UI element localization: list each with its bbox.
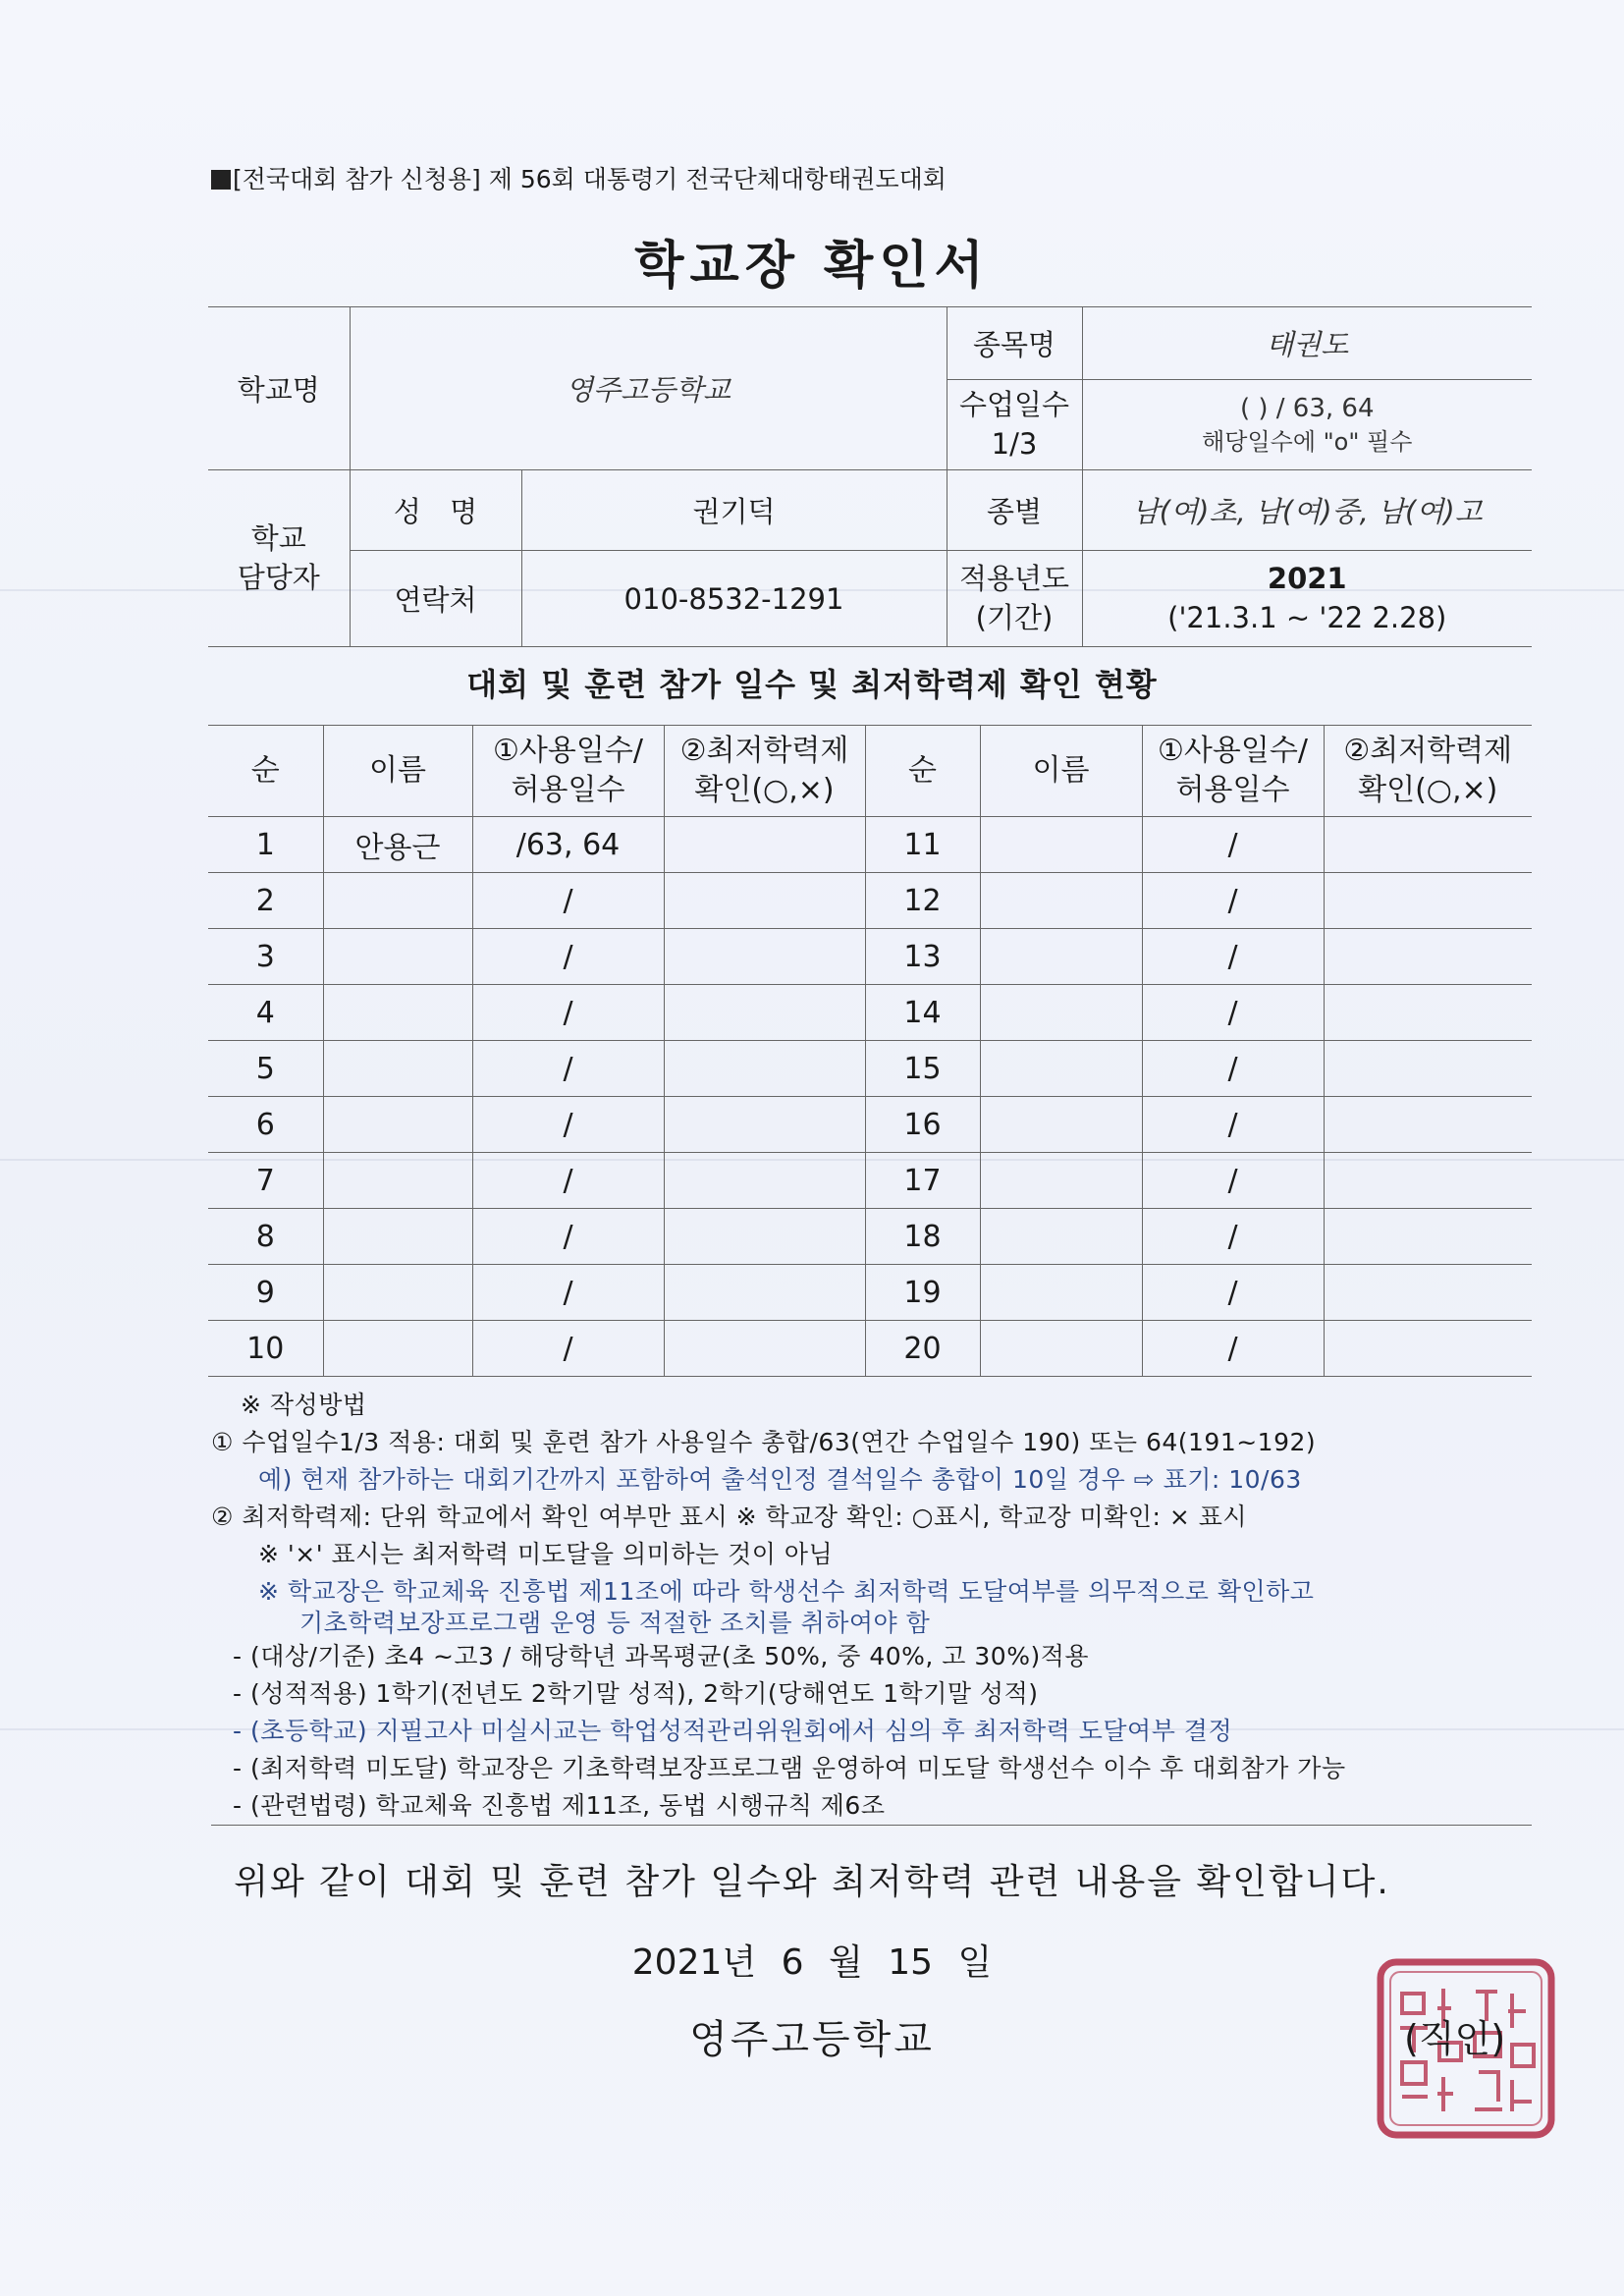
row-check	[1324, 1041, 1532, 1097]
note-line: - (초등학교) 지필고사 미실시교는 학업성적관리위원회에서 심의 후 최저학력 도달여부 결정	[233, 1717, 1233, 1745]
type-value: 남(여)초, 남(여)중, 남(여)고	[1082, 470, 1532, 551]
sport-value: 태권도	[1082, 307, 1532, 380]
page-title: 학교장 확인서	[634, 237, 990, 296]
row-no: 16	[865, 1097, 980, 1153]
row-name	[323, 1209, 472, 1265]
row-name	[323, 985, 472, 1041]
row-days: /	[1142, 929, 1324, 985]
table-row	[208, 873, 1532, 929]
year-value	[1082, 551, 1532, 647]
row-days: /	[472, 873, 664, 929]
row-days: /63, 64	[472, 817, 664, 873]
row-name: 안용근	[323, 817, 472, 873]
row-no: 5	[208, 1041, 323, 1097]
row-check	[664, 1153, 865, 1209]
divider	[211, 1825, 1532, 1826]
row-days: /	[1142, 1209, 1324, 1265]
header-used-line2: 허용일수	[1175, 773, 1290, 807]
row-name	[323, 1321, 472, 1377]
row-days: /	[1142, 1041, 1324, 1097]
row-check	[1324, 1209, 1532, 1265]
row-no: 18	[865, 1209, 980, 1265]
section-title: 대회 및 훈련 참가 일수 및 최저학력제 확인 현황	[466, 666, 1158, 703]
year-label-line1: 적용년도	[958, 562, 1070, 596]
header-used-line1: ①사용일수/	[1158, 733, 1308, 768]
row-no: 17	[865, 1153, 980, 1209]
participation-table	[208, 725, 1532, 1377]
info-table	[208, 306, 1532, 647]
row-name	[980, 985, 1142, 1041]
row-no: 13	[865, 929, 980, 985]
row-no: 14	[865, 985, 980, 1041]
row-days: /	[472, 1265, 664, 1321]
row-check	[664, 1097, 865, 1153]
row-days: /	[1142, 873, 1324, 929]
days-label	[947, 380, 1082, 470]
table-row	[208, 929, 1532, 985]
note-line: 예) 현재 참가하는 대회기간까지 포함하여 출석인정 결석일수 총합이 10일 경우 ⇨ 표기: 10/63	[258, 1465, 1302, 1494]
row-check	[1324, 817, 1532, 873]
header-used-line1: ①사용일수/	[493, 733, 643, 768]
row-no: 12	[865, 873, 980, 929]
row-check	[1324, 1265, 1532, 1321]
row-name	[323, 873, 472, 929]
school-label: 학교명	[208, 307, 350, 470]
date-month: 6 월	[781, 1942, 863, 1983]
row-days: /	[1142, 1153, 1324, 1209]
row-no: 1	[208, 817, 323, 873]
header-check-line1: ②최저학력제	[1343, 733, 1513, 768]
row-name	[980, 1097, 1142, 1153]
header-name: 이름	[323, 726, 472, 817]
row-name	[980, 817, 1142, 873]
table-row	[208, 985, 1532, 1041]
header-used-days	[472, 726, 664, 817]
row-check	[1324, 1153, 1532, 1209]
table-row	[208, 1041, 1532, 1097]
school-value: 영주고등학교	[350, 307, 947, 470]
table-row	[208, 1265, 1532, 1321]
school-signature: 영주고등학교	[689, 2017, 935, 2062]
row-days: /	[1142, 817, 1324, 873]
row-check	[664, 1321, 865, 1377]
header-check	[1324, 726, 1532, 817]
table-row	[208, 1153, 1532, 1209]
row-days: /	[1142, 1097, 1324, 1153]
note-line: ② 최저학력제: 단위 학교에서 확인 여부만 표시 ※ 학교장 확인: ○표시, 학교장 미확인: × 표시	[211, 1503, 1248, 1531]
table-row	[208, 1321, 1532, 1377]
row-no: 7	[208, 1153, 323, 1209]
row-days: /	[472, 1097, 664, 1153]
date-day: 15 일	[888, 1942, 993, 1983]
row-days: /	[472, 1209, 664, 1265]
row-days: /	[472, 1321, 664, 1377]
row-name	[323, 1097, 472, 1153]
row-check	[1324, 985, 1532, 1041]
row-check	[664, 1041, 865, 1097]
header-used-days	[1142, 726, 1324, 817]
contact-value: 010-8532-1291	[521, 551, 947, 647]
days-value-line1: ( ) / 63, 64	[1239, 393, 1375, 423]
row-no: 20	[865, 1321, 980, 1377]
year-value-line2: ('21.3.1 ~ '22 2.28)	[1167, 600, 1447, 634]
row-no: 15	[865, 1041, 980, 1097]
row-name	[980, 1153, 1142, 1209]
row-name	[980, 929, 1142, 985]
row-check	[664, 985, 865, 1041]
row-check	[1324, 929, 1532, 985]
row-days: /	[1142, 1321, 1324, 1377]
row-no: 11	[865, 817, 980, 873]
row-days: /	[1142, 985, 1324, 1041]
instructions	[211, 1387, 1537, 1825]
table-row	[208, 817, 1532, 873]
header-check-line2: 확인(○,×)	[694, 773, 835, 807]
row-no: 2	[208, 873, 323, 929]
row-no: 9	[208, 1265, 323, 1321]
row-check	[664, 1209, 865, 1265]
header-no: 순	[208, 726, 323, 817]
contact-label: 연락처	[350, 551, 521, 647]
row-name	[980, 873, 1142, 929]
row-no: 6	[208, 1097, 323, 1153]
row-days: /	[472, 1041, 664, 1097]
note-line: - (대상/기준) 초4 ~고3 / 해당학년 과목평균(초 50%, 중 40%, 고 30%)적용	[233, 1642, 1089, 1670]
instructions-heading: ※ 작성방법	[241, 1391, 367, 1419]
note-line: ※ 학교장은 학교체육 진흥법 제11조에 따라 학생선수 최저학력 도달여부를 의무적으로 확인하고	[258, 1577, 1315, 1606]
note-line: - (최저학력 미도달) 학교장은 기초학력보장프로그램 운영하여 미도달 학생선수 이수 후 대회참가 가능	[233, 1754, 1346, 1782]
name-label: 성 명	[350, 470, 521, 551]
name-value: 권기덕	[521, 470, 947, 551]
row-check	[664, 929, 865, 985]
type-label: 종별	[947, 470, 1082, 551]
manager-label-line2: 담당자	[237, 560, 320, 594]
days-value-line2: 해당일수에 "o" 필수	[1202, 427, 1413, 456]
table-header-row	[208, 726, 1532, 817]
row-check	[664, 817, 865, 873]
row-days: /	[472, 985, 664, 1041]
note-line: ① 수업일수1/3 적용: 대회 및 훈련 참가 사용일수 총합/63(연간 수업일수 190) 또는 64(191~192)	[211, 1428, 1317, 1456]
note-line: - (관련법령) 학교체육 진흥법 제11조, 동법 시행규칙 제6조	[233, 1791, 886, 1820]
confirm-statement: 위와 같이 대회 및 훈련 참가 일수와 최저학력 관련 내용을 확인합니다.	[234, 1862, 1390, 1902]
row-no: 10	[208, 1321, 323, 1377]
form-header	[211, 160, 947, 195]
event-name: 제 56회 대통령기 전국단체대항태권도대회	[488, 165, 947, 193]
square-bullet-icon	[211, 170, 231, 190]
table-row	[208, 1097, 1532, 1153]
row-check	[1324, 873, 1532, 929]
row-name	[323, 1041, 472, 1097]
header-no: 순	[865, 726, 980, 817]
days-value	[1082, 380, 1532, 470]
header-check-line2: 확인(○,×)	[1358, 773, 1498, 807]
table-row	[208, 1209, 1532, 1265]
row-name	[980, 1209, 1142, 1265]
row-name	[323, 929, 472, 985]
header-check-line1: ②최저학력제	[679, 733, 849, 768]
year-value-line1: 2021	[1267, 562, 1347, 596]
manager-label	[208, 470, 350, 647]
row-check	[1324, 1097, 1532, 1153]
row-name	[980, 1041, 1142, 1097]
days-label-line1: 수업일수	[958, 388, 1070, 422]
note-line: ※ '×' 표시는 최저학력 미도달을 의미하는 것이 아님	[258, 1540, 834, 1568]
days-label-line2: 1/3	[991, 426, 1038, 461]
sport-label: 종목명	[947, 307, 1082, 380]
row-name	[323, 1265, 472, 1321]
date-year: 2021년	[631, 1942, 757, 1983]
row-no: 19	[865, 1265, 980, 1321]
row-no: 4	[208, 985, 323, 1041]
row-no: 8	[208, 1209, 323, 1265]
row-name	[980, 1265, 1142, 1321]
row-name	[980, 1321, 1142, 1377]
header-used-line2: 허용일수	[511, 773, 625, 807]
note-line: 기초학력보장프로그램 운영 등 적절한 조치를 취하여야 함	[299, 1609, 931, 1637]
row-check	[664, 1265, 865, 1321]
row-days: /	[472, 1153, 664, 1209]
row-check	[664, 873, 865, 929]
row-days: /	[1142, 1265, 1324, 1321]
year-label	[947, 551, 1082, 647]
manager-label-line1: 학교	[250, 521, 306, 556]
seal-label: (직인)	[1404, 2017, 1506, 2060]
row-name	[323, 1153, 472, 1209]
header-check	[664, 726, 865, 817]
row-no: 3	[208, 929, 323, 985]
row-days: /	[472, 929, 664, 985]
participation-table-body	[208, 726, 1532, 1377]
note-line: - (성적적용) 1학기(전년도 2학기말 성적), 2학기(당해연도 1학기말 성적)	[233, 1679, 1039, 1708]
header-name: 이름	[980, 726, 1142, 817]
year-label-line2: (기간)	[975, 600, 1054, 634]
form-type: [전국대회 참가 신청용]	[233, 165, 481, 193]
row-check	[1324, 1321, 1532, 1377]
